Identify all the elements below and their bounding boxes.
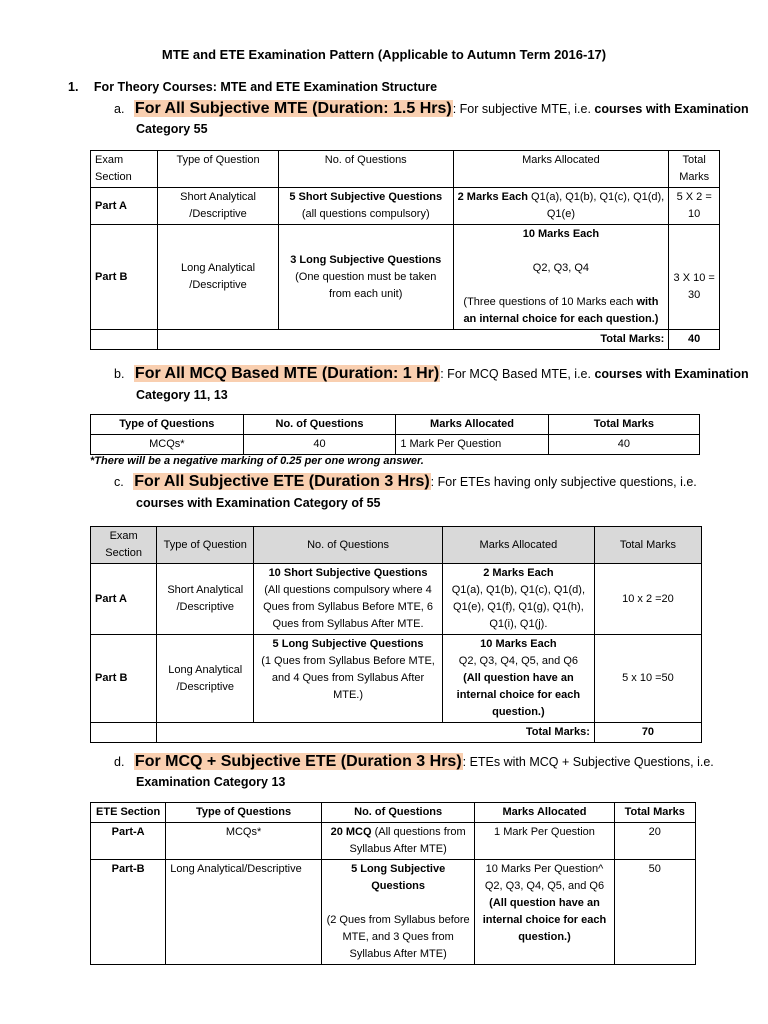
subsection-highlight: For All Subjective MTE (Duration: 1.5 Hrs) <box>134 100 452 117</box>
questions-bold: 10 Short Subjective Questions <box>268 567 428 579</box>
header-cell: No. of Questions <box>321 803 475 823</box>
header-cell: Exam Section <box>91 527 157 564</box>
header-cell: Marks Allocated <box>442 527 594 564</box>
table-row <box>91 435 700 455</box>
table-row <box>91 823 696 860</box>
header-cell: Exam Section <box>91 151 158 188</box>
cell-section: Part B <box>91 225 158 330</box>
cell-type: MCQs* <box>166 823 322 860</box>
questions-bold: 5 Long Subjective Questions <box>272 638 424 650</box>
cell-section: Part A <box>91 188 158 225</box>
marks-note-bold: (All question have an internal choice for each question.) <box>482 897 607 943</box>
table-header-row <box>91 151 720 188</box>
marks-note-bold: (All question have an internal choice for each question.) <box>456 672 581 718</box>
table-row <box>91 860 696 965</box>
header-cell: Total Marks <box>669 151 720 188</box>
empty-cell <box>91 723 157 743</box>
cell-type: Long Analytical /Descriptive <box>157 635 254 723</box>
marks-bold: 2 Marks Each <box>457 191 528 203</box>
marks-bold: 10 Marks Each <box>522 228 600 240</box>
marks-text: Q2, Q3, Q4, Q5, and Q6 <box>458 655 578 667</box>
marks-note: (Three questions of 10 Marks each <box>463 296 637 308</box>
subsection-highlight: For All Subjective ETE (Duration 3 Hrs) <box>134 473 430 490</box>
table-row <box>91 188 720 225</box>
section-1-heading <box>68 80 437 94</box>
table-total-row <box>91 330 720 350</box>
table-subjective-ete <box>90 526 702 743</box>
header-cell: No. of Questions <box>278 151 453 188</box>
subsection-text-bold: courses with Examination <box>594 367 749 381</box>
header-cell: Total Marks <box>548 415 699 435</box>
cell-questions <box>278 225 453 330</box>
cell-marks: 1 Mark Per Question <box>475 823 614 860</box>
cell-type: Short Analytical /Descriptive <box>157 564 254 635</box>
table-header-row <box>91 527 702 564</box>
cell-section: Part-B <box>91 860 166 965</box>
table-header-row <box>91 803 696 823</box>
header-cell: ETE Section <box>91 803 166 823</box>
section-text: For Theory Courses: MTE and ETE Examination Structure <box>93 80 438 94</box>
section-number: 1. <box>68 80 79 94</box>
cell-total: 20 <box>614 823 695 860</box>
questions-bold: 3 Long Subjective Questions <box>290 253 442 266</box>
header-cell: No. of Questions <box>243 415 396 435</box>
cell-section: Part B <box>91 635 157 723</box>
total-value: 70 <box>594 723 701 743</box>
cell-total: 3 X 10 = 30 <box>669 225 720 330</box>
questions-sub: (All questions compulsory where 4 Ques from Syllabus Before MTE, 6 Ques from Syllabus After MTE. <box>263 584 434 630</box>
cell-questions <box>321 860 475 965</box>
empty-cell <box>91 330 158 350</box>
subsection-highlight: For MCQ + Subjective ETE (Duration 3 Hrs) <box>134 753 462 770</box>
subsection-c-heading <box>114 473 697 491</box>
cell-marks <box>453 225 669 330</box>
marks-text: Q1(a), Q1(b), Q1(c), Q1(d), Q1(e) <box>527 191 665 220</box>
header-cell: Total Marks <box>594 527 701 564</box>
cell-marks <box>453 188 669 225</box>
questions-bold: 5 Long Subjective Questions <box>351 863 446 892</box>
cell-total: 40 <box>548 435 699 455</box>
questions-sub: (One question must be taken from each unit) <box>295 270 437 300</box>
cell-questions <box>321 823 475 860</box>
header-cell: Marks Allocated <box>396 415 548 435</box>
negative-marking-note: *There will be a negative marking of 0.25 per one wrong answer. <box>90 455 424 467</box>
questions-text: (All questions from Syllabus After MTE) <box>349 826 466 855</box>
questions-sub: (1 Ques from Syllabus Before MTE, and 4 Ques from Syllabus After MTE.) <box>261 655 435 701</box>
header-cell: Type of Question <box>157 527 254 564</box>
cell-questions <box>254 564 443 635</box>
subsection-letter: b. <box>114 367 125 381</box>
total-label: Total Marks: <box>158 330 669 350</box>
questions-bold: 5 Short Subjective Questions <box>289 191 443 203</box>
cell-type: MCQs* <box>91 435 244 455</box>
cell-questions <box>278 188 453 225</box>
total-value: 40 <box>669 330 720 350</box>
total-label: Total Marks: <box>157 723 595 743</box>
subsection-text: : For ETEs having only subjective questions, i.e. <box>430 475 697 489</box>
cell-type: Long Analytical/Descriptive <box>166 860 322 965</box>
questions-sub: (2 Ques from Syllabus before MTE, and 3 Ques from Syllabus After MTE) <box>326 914 470 960</box>
marks-bold: 10 Marks Each <box>480 638 557 650</box>
subsection-c-line2: courses with Examination Category of 55 <box>136 496 381 510</box>
document-title: MTE and ETE Examination Pattern (Applicable to Autumn Term 2016-17) <box>161 47 607 62</box>
table-header-row <box>91 415 700 435</box>
marks-text: Q2, Q3, Q4 <box>532 262 590 274</box>
cell-marks <box>442 635 594 723</box>
subsection-text-bold: courses with Examination <box>594 102 749 116</box>
header-cell: No. of Questions <box>254 527 443 564</box>
table-row <box>91 635 702 723</box>
header-cell: Type of Questions <box>91 415 244 435</box>
questions-sub: (all questions compulsory) <box>301 208 430 220</box>
cell-questions: 40 <box>243 435 396 455</box>
subsection-letter: d. <box>114 755 125 769</box>
cell-total: 5 x 10 =50 <box>594 635 701 723</box>
table-total-row <box>91 723 702 743</box>
subsection-letter: a. <box>114 102 125 116</box>
table-mcq-subjective-ete <box>90 802 696 965</box>
subsection-text: : For subjective MTE, i.e. <box>452 102 595 116</box>
header-cell: Type of Questions <box>166 803 322 823</box>
cell-section: Part-A <box>91 823 166 860</box>
subsection-d-line2: Examination Category 13 <box>136 775 286 789</box>
subsection-a-line2: Category 55 <box>136 122 208 136</box>
subsection-highlight: For All MCQ Based MTE (Duration: 1 Hr) <box>134 365 440 382</box>
cell-type: Short Analytical /Descriptive <box>158 188 279 225</box>
cell-total: 50 <box>614 860 695 965</box>
cell-marks: 1 Mark Per Question <box>396 435 548 455</box>
cell-questions <box>254 635 443 723</box>
questions-bold: 20 MCQ <box>330 826 372 838</box>
subsection-b-line2: Category 11, 13 <box>136 388 228 402</box>
subsection-letter: c. <box>114 475 124 489</box>
cell-total: 10 x 2 =20 <box>594 564 701 635</box>
marks-text: Q1(a), Q1(b), Q1(c), Q1(d), Q1(e), Q1(f), Q1(g), Q1(h), Q1(i), Q1(j). <box>451 584 585 630</box>
subsection-text: : ETEs with MCQ + Subjective Questions, i.e. <box>462 755 714 769</box>
header-cell: Total Marks <box>614 803 695 823</box>
header-cell: Marks Allocated <box>453 151 669 188</box>
header-cell: Marks Allocated <box>475 803 614 823</box>
table-row <box>91 225 720 330</box>
table-row <box>91 564 702 635</box>
cell-marks <box>442 564 594 635</box>
table-subjective-mte <box>90 150 720 350</box>
marks-note-bold: with an internal choice for each question.) <box>463 296 659 325</box>
subsection-d-heading <box>114 753 714 771</box>
header-cell: Type of Question <box>158 151 279 188</box>
marks-bold: 2 Marks Each <box>483 567 554 579</box>
subsection-a-heading <box>114 100 749 118</box>
subsection-text: : For MCQ Based MTE, i.e. <box>440 367 595 381</box>
subsection-b-heading <box>114 365 749 383</box>
cell-marks <box>475 860 614 965</box>
cell-section: Part A <box>91 564 157 635</box>
cell-type: Long Analytical /Descriptive <box>158 225 279 330</box>
table-mcq-mte <box>90 414 700 455</box>
cell-total: 5 X 2 = 10 <box>669 188 720 225</box>
marks-text: 10 Marks Per Question^ Q2, Q3, Q4, Q5, and Q6 <box>484 863 605 892</box>
